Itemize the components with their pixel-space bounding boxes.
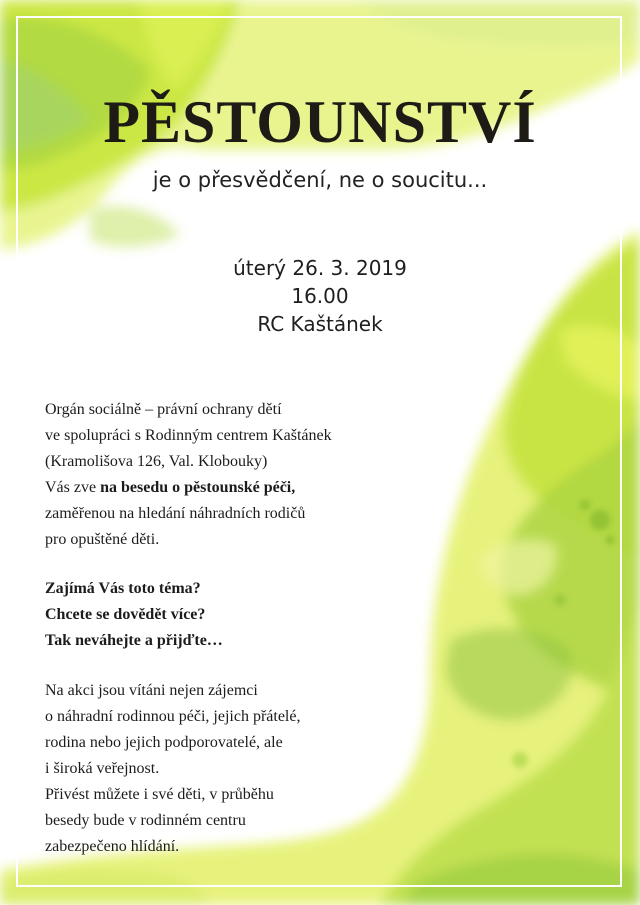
closing-line: Přivést můžete i své děti, v průběhu <box>45 786 274 803</box>
intro-invite-bold: na besedu o pěstounské péči, <box>100 479 296 496</box>
intro-line: Orgán sociálně – právní ochrany dětí <box>45 401 282 418</box>
subtitle: je o přesvědčení, ne o soucitu... <box>152 168 488 192</box>
intro-paragraph <box>45 397 425 553</box>
intro-line: zaměřenou na hledání náhradních rodičů <box>45 505 306 522</box>
closing-line: Na akci jsou vítáni nejen zájemci <box>45 682 258 699</box>
event-place: RC Kaštánek <box>257 312 383 336</box>
questions-paragraph <box>45 576 425 654</box>
event-date: úterý 26. 3. 2019 <box>233 256 407 280</box>
event-time: 16.00 <box>291 284 349 308</box>
event-info <box>0 254 640 338</box>
page-title: PĚSTOUNSTVÍ <box>103 89 537 155</box>
question-line: Zajímá Vás toto téma? <box>45 580 201 597</box>
question-line: Chcete se dovědět více? <box>45 606 206 623</box>
closing-line: besedy bude v rodinném centru <box>45 812 246 829</box>
intro-invite-text: Vás zve <box>45 479 101 496</box>
closing-line: rodina nebo jejich podporovatelé, ale <box>45 734 283 751</box>
intro-line: pro opuštěné děti. <box>45 531 160 548</box>
intro-line <box>45 475 425 501</box>
intro-line: (Kramolišova 126, Val. Klobouky) <box>45 453 268 470</box>
intro-line: ve spolupráci s Rodinným centrem Kaštánek <box>45 427 332 444</box>
closing-paragraph <box>45 678 425 860</box>
closing-line: zabezpečeno hlídání. <box>45 838 180 855</box>
closing-line: o náhradní rodinnou péči, jejich přátelé, <box>45 708 301 725</box>
question-line: Tak neváhejte a přijďte… <box>45 632 223 649</box>
closing-line: i široká veřejnost. <box>45 760 160 777</box>
